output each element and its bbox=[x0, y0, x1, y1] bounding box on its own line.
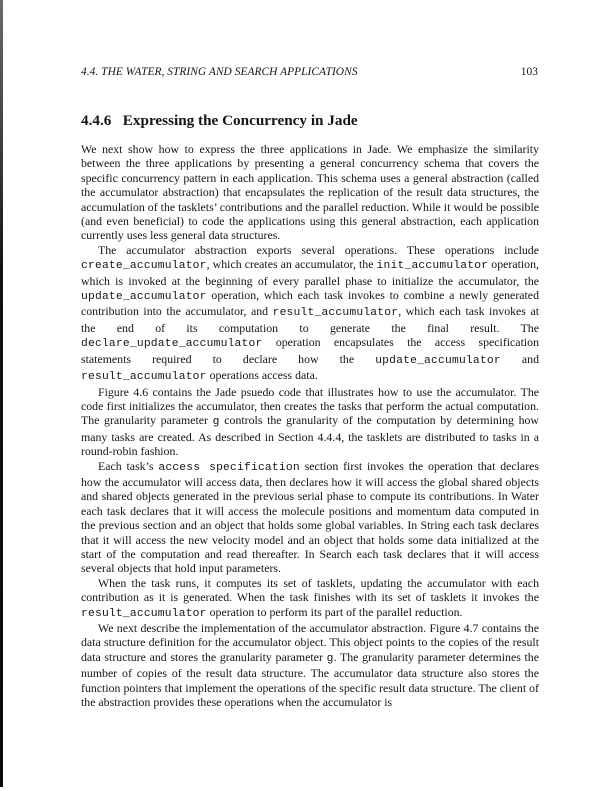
code-identifier: init_accumulator bbox=[376, 260, 489, 273]
page-number: 103 bbox=[520, 66, 538, 78]
section-title: Expressing the Concurrency in Jade bbox=[122, 112, 358, 129]
text-run: , which each task invokes at the end of its computation to generate the final result. The bbox=[81, 304, 539, 335]
text-run: operation, which each task invokes to combine a newly generated contribution into the accumulator, and bbox=[81, 288, 539, 319]
text-run: The accumulator abstraction exports several operations. These operations include bbox=[98, 242, 539, 257]
code-identifier: result_accumulator bbox=[81, 371, 207, 384]
text-run: section first invokes the operation that declares how the accumulator will access data, then declares how it will access the global shared objects and shared objects generated in the previous serial phase to compute its contributions. In Water each task declares that it will access the molecule positions and momentum data computed in the previous section and an object that holds some global variables. In String each task declares that it will access the new velocity model and an object that holds some data initialized at the start of the computation and read thereafter. In Search each task declares that it will access several objects that hold input parameters. bbox=[81, 458, 540, 576]
text-run: , which creates an accumulator, the bbox=[206, 257, 377, 272]
paragraph bbox=[81, 621, 539, 709]
text-run: We next show how to express the three applications in Jade. We emphasize the similarity between the three applications by presenting a general concurrency schema that covers the specific concurrency pattern in each application. This schema uses a general abstraction (called the accumulator abstraction) that encapsulates the replication of the result data structures, the accumulation of the tasklets’ contributions and the parallel reduction. While it would be possible (and even beneficial) to code the applications using this general abstraction, each application currently uses less general data structures. bbox=[81, 142, 539, 243]
section-number: 4.4.6 bbox=[81, 112, 112, 129]
text-run: operations access data. bbox=[206, 368, 318, 383]
running-head-title: 4.4. THE WATER, STRING AND SEARCH APPLICATIONS bbox=[81, 66, 358, 78]
text-run: operation encapsulates the access specification statements required to declare how the bbox=[81, 335, 539, 366]
code-identifier: g bbox=[212, 416, 220, 429]
code-identifier: result_accumulator bbox=[81, 607, 207, 620]
running-head bbox=[81, 66, 538, 82]
paragraph bbox=[81, 459, 539, 576]
paragraph bbox=[81, 385, 539, 459]
code-identifier: update_accumulator bbox=[81, 291, 207, 304]
paragraph bbox=[81, 576, 539, 621]
text-run: Figure 4.6 contains the Jade psuedo code that illustrates how to use the accumulator. The code first initializes the accumulator, then creates the tasks that perform the actual computation. The granularity parameter bbox=[81, 384, 539, 428]
text-run: Each task’s bbox=[98, 458, 159, 473]
text-run: . The granularity parameter determines the number of copies of the result data structure. The accumulator data structure also stores the function pointers that implement the operations of the specific result data structure. The client of the abstraction provides these operations when the accumulator is bbox=[81, 649, 539, 710]
code-identifier: result_accumulator bbox=[272, 307, 399, 320]
text-run: When the task runs, it computes its set of tasklets, updating the accumulator with each contribution as it is generated. When the task finishes with its set of tasklets it invokes the bbox=[81, 575, 539, 605]
code-identifier: update_accumulator bbox=[375, 354, 501, 367]
code-identifier: create_accumulator bbox=[81, 260, 207, 273]
body-text bbox=[81, 142, 539, 709]
text-run: and bbox=[500, 351, 540, 366]
text-run: We next describe the implementation of the accumulator abstraction. Figure 4.7 contains the data structure definition for the accumulator object. This object points to the copies of the result data structure and stores the granularity parameter bbox=[81, 621, 539, 664]
paragraph bbox=[81, 243, 539, 385]
text-run: controls the granularity of the computation by determining how many tasks are created. As described in Section 4.4.4, the tasklets are distributed to tasks in a round-robin fashion. bbox=[81, 413, 539, 459]
code-identifier: g bbox=[326, 652, 334, 665]
scan-edge-shadow bbox=[0, 0, 3, 787]
text-run: operation, which is invoked at the beginning of every parallel phase to initialize the accumulator, the bbox=[81, 257, 539, 288]
section-heading bbox=[81, 112, 358, 130]
text-run: operation to perform its part of the parallel reduction. bbox=[206, 604, 463, 619]
code-identifier: access specification bbox=[158, 461, 300, 474]
paragraph bbox=[81, 142, 539, 243]
code-identifier: declare_update_accumulator bbox=[81, 338, 263, 351]
